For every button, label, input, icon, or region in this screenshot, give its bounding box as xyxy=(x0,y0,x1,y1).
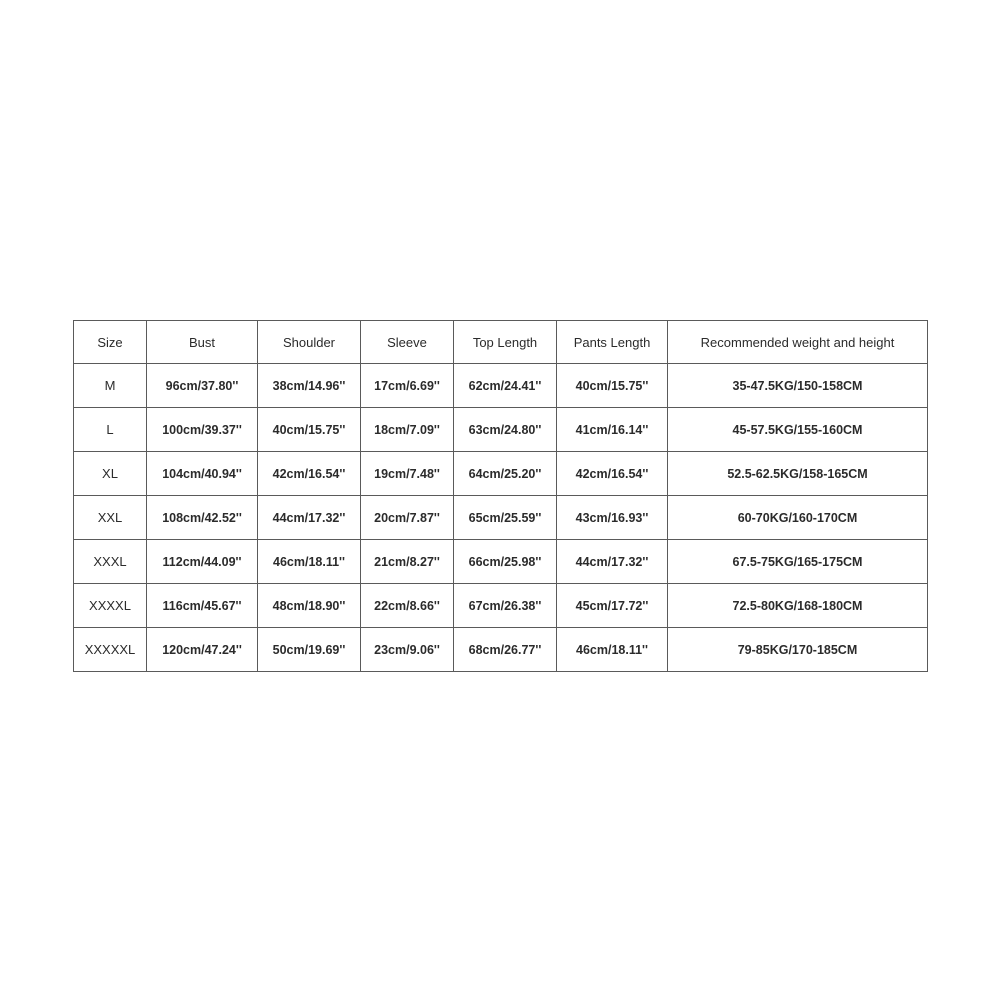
cell-top-length: 63cm/24.80'' xyxy=(454,408,557,452)
cell-pants-length: 43cm/16.93'' xyxy=(557,496,668,540)
table-row xyxy=(74,452,928,496)
cell-size: L xyxy=(74,408,147,452)
cell-shoulder: 44cm/17.32'' xyxy=(258,496,361,540)
cell-pants-length: 46cm/18.11'' xyxy=(557,628,668,672)
cell-pants-length: 40cm/15.75'' xyxy=(557,364,668,408)
cell-size: XXXL xyxy=(74,540,147,584)
header-top-length: Top Length xyxy=(454,321,557,364)
cell-bust: 104cm/40.94'' xyxy=(147,452,258,496)
cell-sleeve: 18cm/7.09'' xyxy=(361,408,454,452)
cell-top-length: 62cm/24.41'' xyxy=(454,364,557,408)
cell-recommended-weight-height: 67.5-75KG/165-175CM xyxy=(668,540,928,584)
cell-pants-length: 44cm/17.32'' xyxy=(557,540,668,584)
cell-bust: 100cm/39.37'' xyxy=(147,408,258,452)
header-pants-length: Pants Length xyxy=(557,321,668,364)
table-row xyxy=(74,364,928,408)
cell-recommended-weight-height: 60-70KG/160-170CM xyxy=(668,496,928,540)
cell-shoulder: 40cm/15.75'' xyxy=(258,408,361,452)
cell-pants-length: 41cm/16.14'' xyxy=(557,408,668,452)
cell-shoulder: 46cm/18.11'' xyxy=(258,540,361,584)
cell-top-length: 65cm/25.59'' xyxy=(454,496,557,540)
size-chart-table xyxy=(73,320,928,672)
cell-bust: 120cm/47.24'' xyxy=(147,628,258,672)
table-row xyxy=(74,408,928,452)
cell-sleeve: 19cm/7.48'' xyxy=(361,452,454,496)
cell-size: XXXXL xyxy=(74,584,147,628)
cell-recommended-weight-height: 72.5-80KG/168-180CM xyxy=(668,584,928,628)
cell-size: XL xyxy=(74,452,147,496)
header-recommended-weight-height: Recommended weight and height xyxy=(668,321,928,364)
header-row xyxy=(74,321,928,364)
size-chart-header xyxy=(74,321,928,364)
cell-pants-length: 45cm/17.72'' xyxy=(557,584,668,628)
cell-bust: 116cm/45.67'' xyxy=(147,584,258,628)
cell-top-length: 67cm/26.38'' xyxy=(454,584,557,628)
cell-size: XXXXXL xyxy=(74,628,147,672)
cell-shoulder: 38cm/14.96'' xyxy=(258,364,361,408)
table-row xyxy=(74,584,928,628)
cell-sleeve: 21cm/8.27'' xyxy=(361,540,454,584)
cell-bust: 96cm/37.80'' xyxy=(147,364,258,408)
cell-sleeve: 17cm/6.69'' xyxy=(361,364,454,408)
table-row xyxy=(74,496,928,540)
cell-recommended-weight-height: 35-47.5KG/150-158CM xyxy=(668,364,928,408)
table-row xyxy=(74,628,928,672)
cell-top-length: 68cm/26.77'' xyxy=(454,628,557,672)
cell-shoulder: 42cm/16.54'' xyxy=(258,452,361,496)
cell-shoulder: 50cm/19.69'' xyxy=(258,628,361,672)
header-bust: Bust xyxy=(147,321,258,364)
cell-sleeve: 22cm/8.66'' xyxy=(361,584,454,628)
table-row xyxy=(74,540,928,584)
header-sleeve: Sleeve xyxy=(361,321,454,364)
header-shoulder: Shoulder xyxy=(258,321,361,364)
cell-sleeve: 20cm/7.87'' xyxy=(361,496,454,540)
cell-recommended-weight-height: 52.5-62.5KG/158-165CM xyxy=(668,452,928,496)
cell-top-length: 66cm/25.98'' xyxy=(454,540,557,584)
size-chart-body xyxy=(74,364,928,672)
cell-bust: 112cm/44.09'' xyxy=(147,540,258,584)
cell-bust: 108cm/42.52'' xyxy=(147,496,258,540)
cell-top-length: 64cm/25.20'' xyxy=(454,452,557,496)
cell-size: M xyxy=(74,364,147,408)
cell-size: XXL xyxy=(74,496,147,540)
cell-shoulder: 48cm/18.90'' xyxy=(258,584,361,628)
cell-recommended-weight-height: 45-57.5KG/155-160CM xyxy=(668,408,928,452)
cell-recommended-weight-height: 79-85KG/170-185CM xyxy=(668,628,928,672)
cell-pants-length: 42cm/16.54'' xyxy=(557,452,668,496)
header-size: Size xyxy=(74,321,147,364)
cell-sleeve: 23cm/9.06'' xyxy=(361,628,454,672)
